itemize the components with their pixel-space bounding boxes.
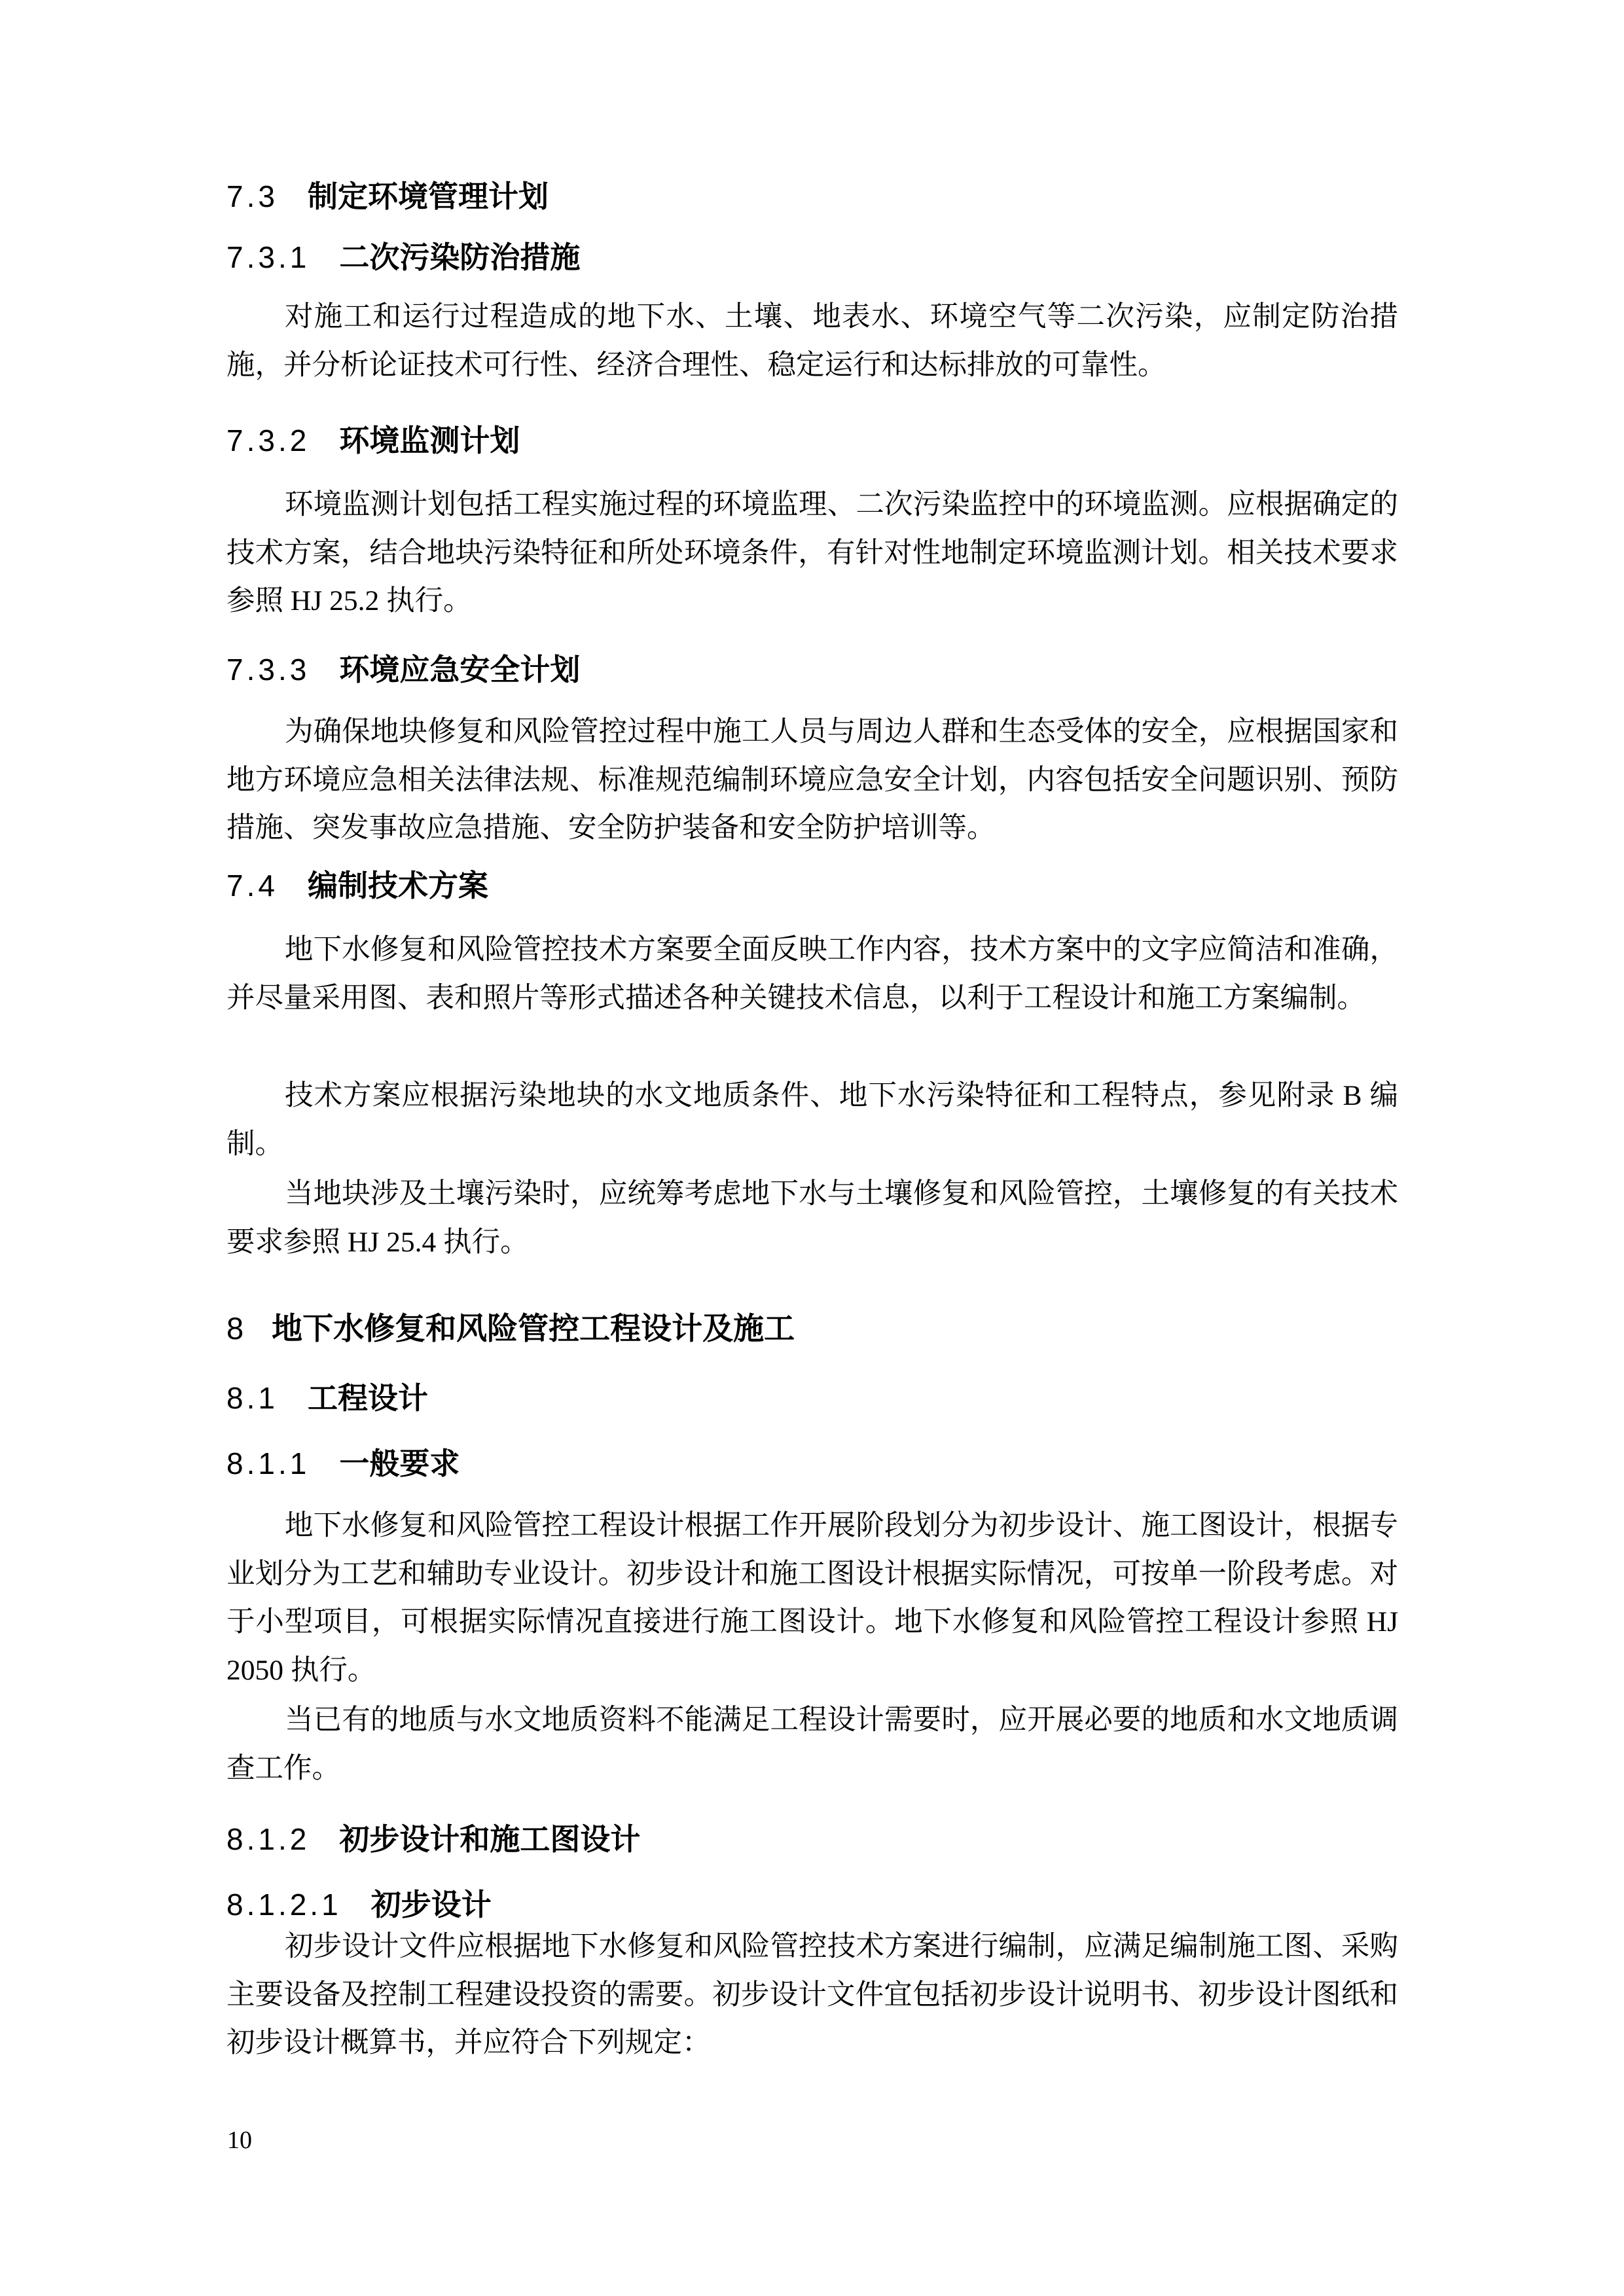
heading-number: 8 [226,1311,247,1346]
heading-number: 8.1.1 [226,1446,310,1480]
heading-8-1-2 [226,1820,1398,1859]
heading-7-3-2 [226,421,1398,460]
heading-7-3-3 [226,650,1398,689]
heading-7-3 [226,177,1398,216]
heading-number: 8.1.2 [226,1822,310,1856]
page-number: 10 [227,2126,252,2154]
paragraph: 技术方案应根据污染地块的水文地质条件、地下水污染特征和工程特点，参见附录 B 编制。 [226,1080,1398,1160]
paragraph: 当已有的地质与水文地质资料不能满足工程设计需要时，应开展必要的地质和水文地质调查工作。 [226,1704,1398,1784]
heading-number: 7.3.1 [226,240,310,274]
paragraph: 地下水修复和风险管控技术方案要全面反映工作内容，技术方案中的文字应简洁和准确，并尽量采用图、表和照片等形式描述各种关键技术信息，以利于工程设计和施工方案编制。 [226,934,1398,1014]
heading-title: 二次污染防治措施 [339,240,581,274]
heading-title: 工程设计 [307,1381,428,1415]
paragraph: 环境监测计划包括工程实施过程的环境监理、二次污染监控中的环境监测。应根据确定的技术方案，结合地块污染特征和所处环境条件，有针对性地制定环境监测计划。相关技术要求参照 HJ 25.2 执行。 [226,489,1398,617]
paragraph: 为确保地块修复和风险管控过程中施工人员与周边人群和生态受体的安全，应根据国家和地方环境应急相关法律法规、标准规范编制环境应急安全计划，内容包括安全问题识别、预防措施、突发事故应急措施、安全防护装备和安全防护培训等。 [226,716,1398,844]
heading-7-3-1 [226,238,1398,277]
heading-number: 8.1 [226,1381,278,1415]
heading-title: 环境监测计划 [339,423,520,457]
heading-title: 一般要求 [339,1446,460,1480]
heading-title: 初步设计和施工图设计 [339,1822,641,1856]
heading-title: 初步设计 [370,1888,492,1922]
heading-7-4 [226,866,1398,905]
heading-8-1 [226,1378,1398,1418]
heading-8-1-2-1 [226,1885,1398,1924]
heading-number: 7.3 [226,179,278,213]
heading-number: 7.3.3 [226,653,310,687]
paragraph: 地下水修复和风险管控工程设计根据工作开展阶段划分为初步设计、施工图设计，根据专业划分为工艺和辅助专业设计。初步设计和施工图设计根据实际情况，可按单一阶段考虑。对于小型项目，可根据实际情况直接进行施工图设计。地下水修复和风险管控工程设计参照 HJ 2050 执行。 [226,1510,1398,1686]
heading-title: 环境应急安全计划 [339,653,581,687]
heading-number: 7.4 [226,869,278,903]
heading-title: 制定环境管理计划 [307,179,549,213]
paragraph: 初步设计文件应根据地下水修复和风险管控技术方案进行编制，应满足编制施工图、采购主要设备及控制工程建设投资的需要。初步设计文件宜包括初步设计说明书、初步设计图纸和初步设计概算书，并应符合下列规定： [226,1931,1398,2058]
heading-title: 地下水修复和风险管控工程设计及施工 [272,1311,795,1346]
heading-number: 7.3.2 [226,423,310,457]
paragraph: 对施工和运行过程造成的地下水、土壤、地表水、环境空气等二次污染，应制定防治措施，并分析论证技术可行性、经济合理性、稳定运行和达标排放的可靠性。 [226,301,1398,381]
heading-8 [226,1309,1398,1348]
heading-number: 8.1.2.1 [226,1888,342,1922]
heading-title: 编制技术方案 [307,869,488,903]
paragraph: 当地块涉及土壤污染时，应统筹考虑地下水与土壤修复和风险管控，土壤修复的有关技术要求参照 HJ 25.4 执行。 [226,1178,1398,1258]
heading-8-1-1 [226,1444,1398,1483]
